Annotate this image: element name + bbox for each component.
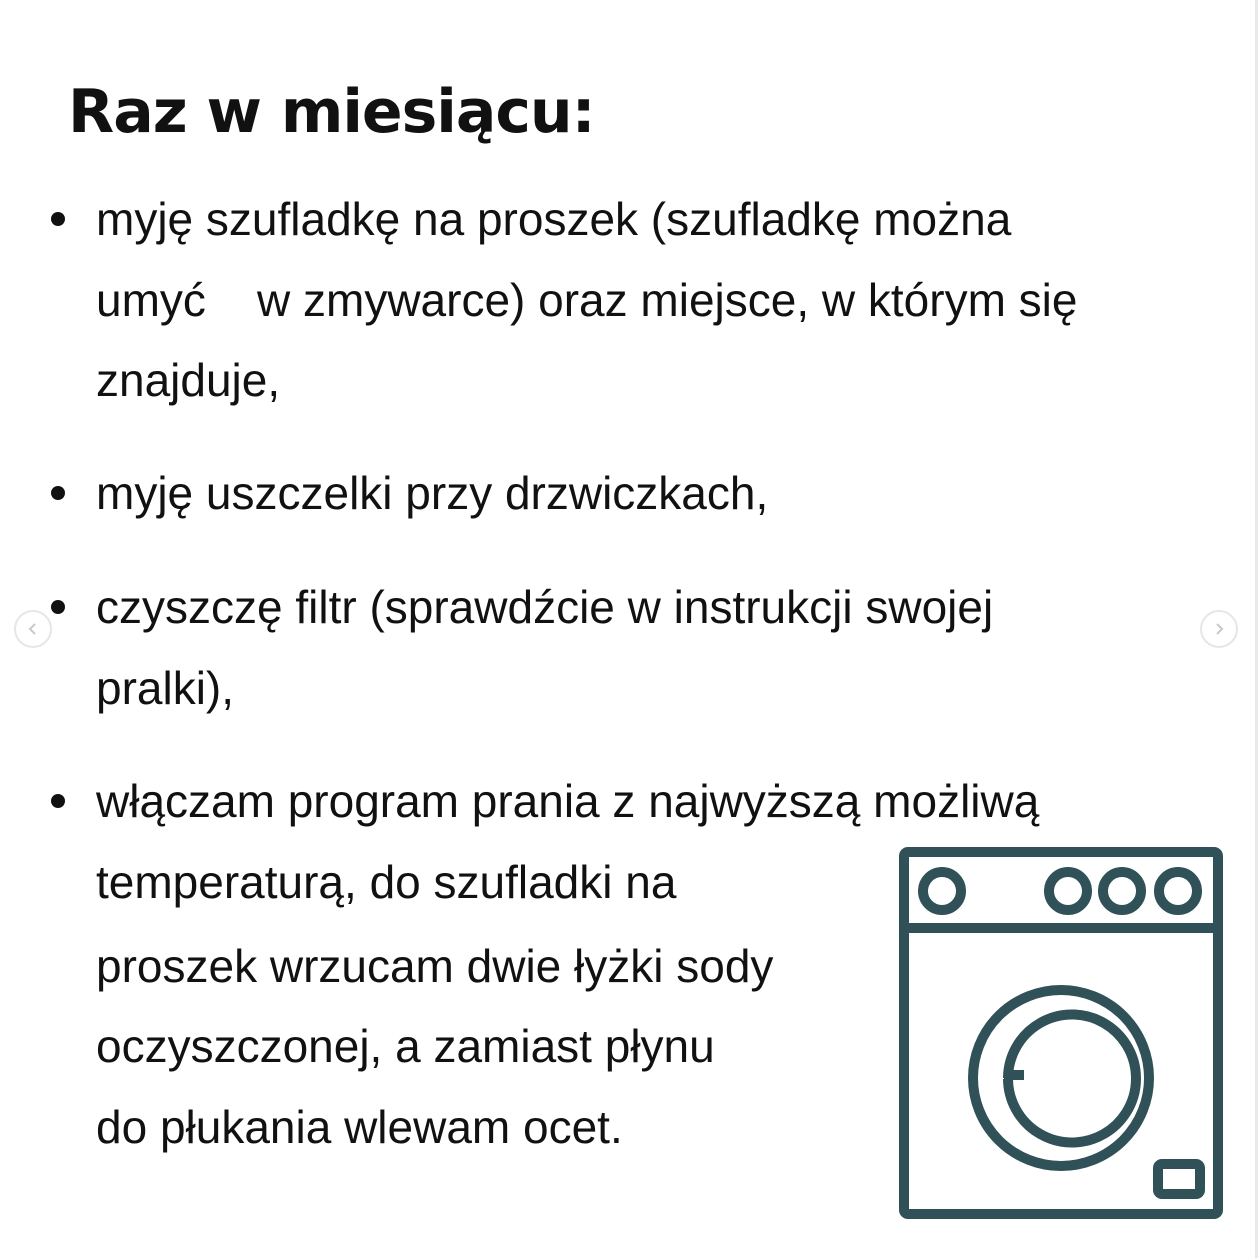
carousel-prev-button[interactable] [14,610,52,648]
list-item-line: oczyszczonej, a zamiast płynu [96,1020,715,1072]
chevron-left-icon [26,622,40,636]
list-item-line: myję uszczelki przy drzwiczkach, [96,467,769,519]
slide-title: Raz w miesiącu: [68,77,595,147]
bullet-dot [51,794,65,808]
washing-machine-icon [896,844,1226,1222]
list-item-line: umyć w zmywarce) oraz miejsce, w którym się [96,274,1078,326]
list-item-line: czyszczę filtr (sprawdźcie w instrukcji swojej [96,581,994,633]
chevron-right-icon [1212,622,1226,636]
list-item-line: myję szufladkę na proszek (szufladkę można [96,193,1012,245]
bullet-dot [51,600,65,614]
list-item-line: temperaturą, do szufladki na [96,856,677,908]
list-item-line: znajduje, [96,354,281,406]
list-item-line: włączam program prania z najwyższą możliwą [96,775,1040,827]
bullet-dot [51,486,65,500]
list-item-line: do płukania wlewam ocet. [96,1101,623,1153]
carousel-next-button[interactable] [1200,610,1238,648]
list-item-line: pralki), [96,662,235,714]
bullet-dot [51,212,65,226]
list-item-line: proszek wrzucam dwie łyżki sody [96,940,774,992]
